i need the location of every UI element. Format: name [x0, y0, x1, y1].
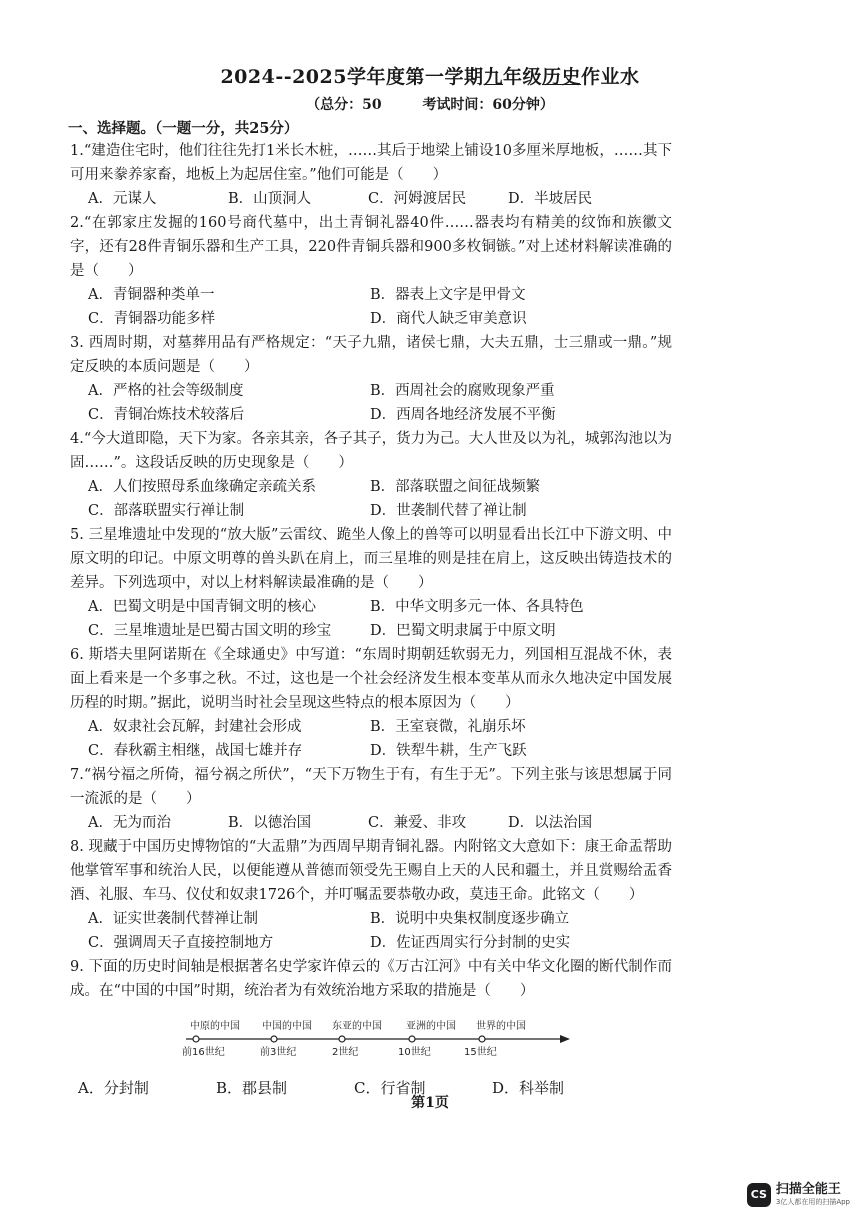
question-stem: 9. 下面的历史时间轴是根据著名史学家许倬云的《万古江河》中有关中华文化圈的断代制作而成。在“中国的中国”时期，统治者为有效统治地方采取的措施是（ ）	[70, 959, 672, 999]
question-stem: 2.“在郭家庄发掘的160号商代墓中，出土青铜礼器40件……器表均有精美的纹饰和族徽文字，还有28件青铜乐器和生产工具，220件青铜兵器和900多枚铜镞。”对上述材料解读准确的是（ ）	[70, 215, 672, 279]
period-label: 世界的中国	[476, 1021, 526, 1032]
scanner-watermark	[747, 1182, 850, 1207]
option-a: A．元谋人	[88, 191, 157, 207]
option-grid	[70, 715, 672, 763]
timeline-arrow-icon	[560, 1035, 570, 1043]
watermark-app-name: 扫描全能王	[775, 1182, 841, 1197]
tick-label: 2世纪	[332, 1047, 359, 1058]
option-a: A．奴隶社会瓦解，封建社会形成	[88, 719, 302, 735]
question-list	[70, 139, 672, 1101]
option-grid	[70, 379, 672, 427]
option-b: B．山顶洞人	[228, 191, 312, 207]
period-label: 东亚的中国	[332, 1021, 382, 1032]
option-d: D．商代人缺乏审美意识	[370, 311, 527, 327]
exam-info	[0, 94, 860, 114]
option-grid	[70, 475, 672, 523]
option-c: C．青铜冶炼技术较落后	[88, 407, 245, 423]
title-suffix: 作业水	[581, 66, 640, 88]
tick-label: 10世纪	[398, 1047, 431, 1058]
tick-label: 前16世纪	[182, 1047, 225, 1058]
section-heading: 一、选择题。（一题一分，共25分）	[68, 120, 299, 137]
option-a: A．分封制	[78, 1079, 149, 1097]
watermark-text	[776, 1182, 850, 1207]
exam-time: 考试时间：60分钟）	[422, 97, 554, 113]
option-b: B．以德治国	[228, 815, 312, 831]
camscanner-logo-icon: CS	[747, 1183, 771, 1207]
option-c: C．河姆渡居民	[368, 191, 467, 207]
title-grade: 九	[483, 66, 503, 88]
question-stem: 5. 三星堆遗址中发现的“放大版”云雷纹、跪坐人像上的兽等可以明显看出长江中下游文明、中原文明的印记。中原文明尊的兽头趴在肩上，而三星堆的则是挂在肩上，这反映出铸造技术的差异。下列选项中，对以上材料解读最准确的是（ ）	[70, 527, 672, 591]
option-d: D．以法治国	[508, 815, 593, 831]
tick-label: 15世纪	[464, 1047, 497, 1058]
option-c: C．三星堆遗址是巴蜀古国文明的珍宝	[88, 623, 332, 639]
timeline-node	[271, 1036, 277, 1042]
timeline-node	[409, 1036, 415, 1042]
option-a: A．青铜器种类单一	[88, 287, 215, 303]
page-title	[0, 62, 860, 89]
total-score: （总分：50	[306, 97, 382, 113]
period-label: 中原的中国	[190, 1021, 240, 1032]
option-grid	[70, 283, 672, 331]
title-grade-suffix: 年级	[503, 66, 543, 88]
question-6	[70, 643, 672, 763]
question-9	[70, 955, 672, 1101]
option-d: D．铁犁牛耕，生产飞跃	[370, 743, 527, 759]
option-grid	[70, 907, 672, 955]
option-c: C．春秋霸主相继，战国七雄并存	[88, 743, 303, 759]
question-stem: 7.“祸兮福之所倚，福兮祸之所伏”，“天下万物生于有，有生于无”。下列主张与该思想属于同一流派的是（ ）	[70, 767, 672, 807]
option-d: D．半坡居民	[508, 191, 593, 207]
timeline-node	[339, 1036, 345, 1042]
option-d: D．佐证西周实行分封制的史实	[370, 935, 571, 951]
option-a: A．巴蜀文明是中国青铜文明的核心	[88, 599, 316, 615]
question-stem: 3. 西周时期，对墓葬用品有严格规定：“天子九鼎，诸侯七鼎，大夫五鼎，士三鼎或一鼎。”规定反映的本质问题是（ ）	[70, 335, 672, 375]
option-d: D．世袭制代替了禅让制	[370, 503, 527, 519]
tick-label: 前3世纪	[260, 1047, 297, 1058]
option-b: B．郡县制	[216, 1079, 288, 1097]
watermark-tagline: 3亿人都在用的扫描App	[775, 1198, 850, 1206]
question-stem: 8. 现藏于中国历史博物馆的“大盂鼎”为西周早期青铜礼器。内附铭文大意如下：康王命盂帮助他掌管军事和统治人民，以便能遵从普德而领受先王赐自上天的人民和疆土，并且赏赐给盂香酒、礼服、车马、仪仗和奴隶1726个，并叮嘱盂要恭敬办政，莫违王命。此铭文（ ）	[70, 839, 672, 903]
period-label: 亚洲的中国	[406, 1021, 456, 1032]
option-d: D．科举制	[492, 1079, 565, 1097]
question-stem: 1.“建造住宅时，他们往往先打1米长木桩，……其后于地梁上铺设10多厘米厚地板，……其下可用来豢养家畜，地板上为起居住室。”他们可能是（ ）	[70, 143, 672, 183]
page-number: 第1页	[411, 1095, 449, 1111]
question-2	[70, 211, 672, 331]
option-c: C．行省制	[354, 1079, 426, 1097]
question-5	[70, 523, 672, 643]
option-b: B．中华文明多元一体、各具特色	[370, 599, 584, 615]
question-stem: 6. 斯塔夫里阿诺斯在《全球通史》中写道：“东周时期朝廷软弱无力，列国相互混战不休，表面上看来是一个多事之秋。不过，这也是一个社会经济发生根本变革从而永久地决定中国发展历程的时期。”据此，说明当时社会呈现这些特点的根本原因为（ ）	[70, 647, 672, 711]
option-c: C．部落联盟实行禅让制	[88, 503, 245, 519]
timeline-node	[193, 1036, 199, 1042]
option-b: B．西周社会的腐败现象严重	[370, 383, 555, 399]
option-row	[70, 187, 672, 211]
option-a: A．人们按照母系血缘确定亲疏关系	[88, 479, 316, 495]
option-d: D．巴蜀文明隶属于中原文明	[370, 623, 556, 639]
question-8	[70, 835, 672, 955]
option-row	[70, 811, 672, 835]
option-b: B．王室衰微，礼崩乐坏	[370, 719, 526, 735]
period-label: 中国的中国	[262, 1021, 312, 1032]
history-timeline	[182, 1017, 572, 1061]
option-a: A．证实世袭制代替禅让制	[88, 911, 258, 927]
option-a: A．严格的社会等级制度	[88, 383, 244, 399]
option-grid	[70, 595, 672, 643]
option-c: C．兼爱、非攻	[368, 815, 467, 831]
option-a: A．无为而治	[88, 815, 171, 831]
option-b: B．器表上文字是甲骨文	[370, 287, 526, 303]
option-b: B．部落联盟之间征战频繁	[370, 479, 541, 495]
question-stem: 4.“今大道即隐，天下为家。各亲其亲，各子其子，货力为己。大人世及以为礼，城郭沟池以为固……”。这段话反映的历史现象是（ ）	[70, 431, 672, 471]
option-c: C．强调周天子直接控制地方	[88, 935, 274, 951]
question-7	[70, 763, 672, 835]
question-4	[70, 427, 672, 523]
option-d: D．西周各地经济发展不平衡	[370, 407, 556, 423]
timeline-node	[479, 1036, 485, 1042]
question-3	[70, 331, 672, 427]
question-1	[70, 139, 672, 211]
option-c: C．青铜器功能多样	[88, 311, 216, 327]
title-subject: 历史	[542, 66, 582, 88]
title-year: 2024--2025学年度第一学期	[220, 66, 484, 88]
option-b: B．说明中央集权制度逐步确立	[370, 911, 570, 927]
